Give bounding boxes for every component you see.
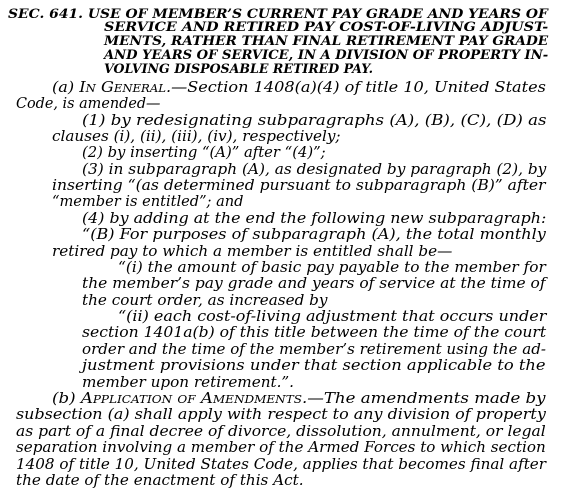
body-line: clauses (i), (ii), (iii), (iv), respectively;: [52, 127, 341, 145]
section-number: SEC. 641.: [8, 6, 84, 21]
body-line: Code, is amended—: [16, 94, 161, 112]
body-line: the court order, as increased by: [82, 291, 328, 309]
body-line: retired pay to which a member is entitled shall be—: [52, 242, 453, 260]
body-line: section 1401a(b) of this title between the time of the court: [82, 323, 547, 341]
subsection-b-marker: (b): [52, 389, 81, 407]
body-line: as part of a final decree of divorce, dissolution, annulment, or legal: [16, 422, 546, 440]
body-line: justment provisions under that section applicable to the: [82, 356, 546, 374]
paragraph-4-line: (4) by adding at the end the following new subparagraph:: [82, 209, 547, 227]
paragraph-1-line: (1) by redesignating subparagraphs (A), (B), (C), (D) as: [82, 111, 547, 129]
paragraph-2-line: (2) by inserting “(A)” after “(4)”;: [82, 143, 326, 161]
subsection-b-text: .—The amendments made by: [301, 389, 546, 407]
section-heading-line: SERVICE AND RETIRED PAY COST-OF-LIVING ADJUST-: [104, 19, 549, 34]
section-heading-line: MENTS, RATHER THAN FINAL RETIREMENT PAY GRADE: [104, 33, 549, 48]
clause-ii-line: “(ii) each cost-of-living adjustment that occurs under: [118, 307, 547, 325]
section-heading-line: AND YEARS OF SERVICE, IN A DIVISION OF PROPERTY IN-: [104, 47, 549, 62]
subsection-a-text: .—Section 1408(a)(4) of title 10, United States: [166, 78, 546, 96]
subsection-b-caption: Application of Amendments: [80, 389, 302, 407]
subsection-a-caption: In General: [79, 78, 167, 96]
body-line: the date of the enactment of this Act.: [16, 471, 304, 489]
body-line: “member is entitled”; and: [52, 192, 244, 210]
body-line: the member’s pay grade and years of service at the time of: [82, 274, 546, 292]
body-line: order and the time of the member’s retirement using the ad-: [82, 340, 546, 358]
body-line: subsection (a) shall apply with respect to any division of property: [16, 405, 546, 423]
subparagraph-b-line: “(B) For purposes of subparagraph (A), the total monthly: [82, 225, 546, 243]
clause-i-line: “(i) the amount of basic pay payable to the member for: [118, 258, 546, 276]
body-line: member upon retirement.”.: [82, 373, 294, 391]
section-heading-text: USE OF MEMBER’S CURRENT PAY GRADE AND YEARS OF: [87, 6, 548, 21]
subsection-a-marker: (a): [52, 78, 80, 96]
body-line: 1408 of title 10, United States Code, applies that becomes final after: [16, 455, 547, 473]
body-line: separation involving a member of the Armed Forces to which section: [16, 438, 546, 456]
paragraph-3-line: (3) in subparagraph (A), as designated by paragraph (2), by: [82, 160, 547, 178]
body-line: inserting “(as determined pursuant to subparagraph (B)” after: [52, 176, 546, 194]
section-heading-line: VOLVING DISPOSABLE RETIRED PAY.: [104, 61, 374, 76]
